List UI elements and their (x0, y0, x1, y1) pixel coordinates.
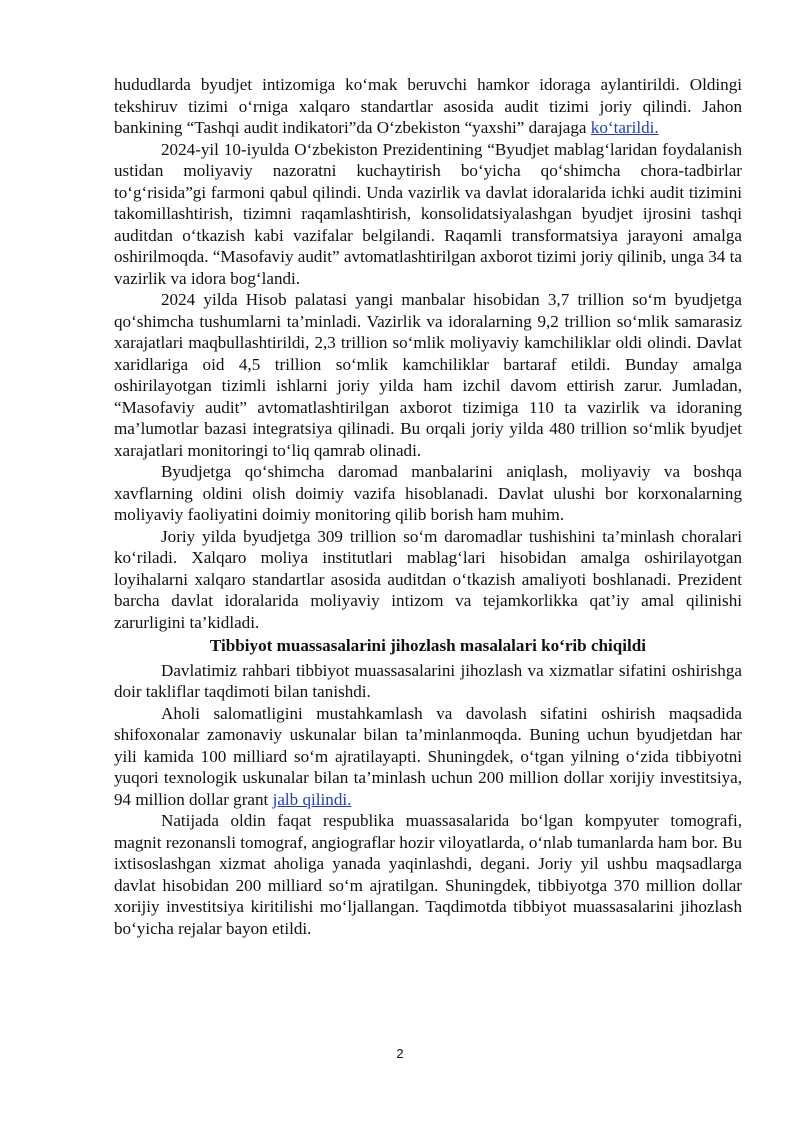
section-heading: Tibbiyot muassasalarini jihozlash masalalari ko‘rib chiqildi (209, 636, 647, 655)
source-link[interactable]: ko‘tarildi. (590, 118, 659, 137)
paragraph-accounts-chamber: 2024 yilda Hisob palatasi yangi manbalar hisobidan 3,7 trillion so‘m byudjetga qo‘shimcha tushumlarni ta’minladi. Vazirlik va idoralarning 9,2 trillion so‘mlik samarasiz xarajatlari maqbullashtirildi, 2,3 trillion so‘mlik moliyaviy kamchiliklar oldi olindi. Davlat xaridlariga oid 4,5 trillion so‘mlik kamchiliklar bartaraf etildi. Bunday amalga oshirilayotgan tizimli ishlarni joriy yilda ham izchil davom ettirish zarur. Jumladan, “Masofaviy audit” avtomatlashtirilgan axborot tizimiga 110 ta vazirlik va idoraning ma’lumotlar bazasi integratsiya qilinadi. Bu orqali joriy yilda 480 trillion so‘mlik byudjet xarajatlari monitoringi to‘liq qamrab olinadi. (114, 290, 742, 460)
paragraph-text: hududlarda byudjet intizomiga ko‘mak beruvchi hamkor idoraga aylantirildi. Oldingi tekshiruv tizimi o‘rniga xalqaro standartlar asosida audit tizimi joriy qilindi. Jahon bankining “Tashqi audit indikatori”da O‘zbekiston “yaxshi” darajaga (114, 75, 742, 137)
paragraph-equipment-funding (114, 703, 742, 811)
paragraph-text: Aholi salomatligini mustahkamlash va davolash sifatini oshirish maqsadida shifoxonalar zamonaviy uskunalar bilan ta’minlanmoqda. Buning uchun byudjetdan har yili kamida 100 milliard so‘m ajratilayapti. Shuningdek, o‘tgan yilning o‘zida tibbiyotni yuqori texnologik uskunalar bilan ta’minlash uchun 200 million dollar xorijiy investitsiya, 94 million dollar grant (114, 703, 742, 809)
paragraph-results: Natijada oldin faqat respublika muassasalarida bo‘lgan kompyuter tomografi, magnit rezonansli tomograf, angiograflar hozir viloyatlarda, o‘nlab tumanlarda ham bor. Bu ixtisoslashgan xizmat aholiga yanada yaqinlashdi, degani. Joriy yil ushbu maqsadlarga davlat hisobidan 200 milliard so‘m ajratilgan. Shuningdek, tibbiyotga 370 million dollar xorijiy investitsiya kiritilishi mo‘ljallangan. Taqdimotda tibbiyot muassasalarini jihozlash bo‘yicha rejalar bayon etildi. (114, 811, 742, 938)
document-page (114, 74, 742, 939)
paragraph-presentation: Davlatimiz rahbari tibbiyot muassasalarini jihozlash va xizmatlar sifatini oshirishga doir takliflar taqdimoti bilan tanishdi. (114, 660, 742, 701)
source-link[interactable]: jalb qilindi. (272, 789, 352, 809)
paragraph-audit-intro (114, 74, 742, 139)
paragraph-revenue-sources: Byudjetga qo‘shimcha daromad manbalarini aniqlash, moliyaviy va boshqa xavflarning oldini olish doimiy vazifa hisoblanadi. Davlat ulushi bor korxonalarning moliyaviy faoliyatini doimiy monitoring qilib borish ham muhim. (114, 462, 742, 524)
paragraph-budget-revenue: Joriy yilda byudjetga 309 trillion so‘m daromadlar tushishini ta’minlash choralari ko‘riladi. Xalqaro moliya institutlari mablag‘lari hisobidan amalga oshirilayotgan loyihalarni xalqaro standartlar asosida auditdan o‘tkazish amaliyoti boshlanadi. Prezident barcha davlat idoralarida moliyaviy intizom va tejamkorlikka qat’iy amal qilinishi zarurligini ta’kidladi. (114, 526, 742, 632)
paragraph-decree: 2024-yil 10-iyulda O‘zbekiston Prezidentining “Byudjet mablag‘laridan foydalanish ustidan moliyaviy nazoratni kuchaytirish bo‘yicha qo‘shimcha chora-tadbirlar to‘g‘risida”gi farmoni qabul qilindi. Unda vazirlik va davlat idoralarida ichki audit tizimini takomillashtirish, tizimni raqamlashtirish, konsolidatsiyalashgan byudjet ijrosini tashqi auditdan o‘tkazish kabi vazifalar belgilandi. Raqamli transformatsiya jarayoni amalga oshirilmoqda. “Masofaviy audit” avtomatlashtirilgan axborot tizimi joriy qilinib, unga 34 ta vazirlik va idora bog‘landi. (114, 139, 742, 288)
page-number: 2 (396, 1046, 404, 1061)
